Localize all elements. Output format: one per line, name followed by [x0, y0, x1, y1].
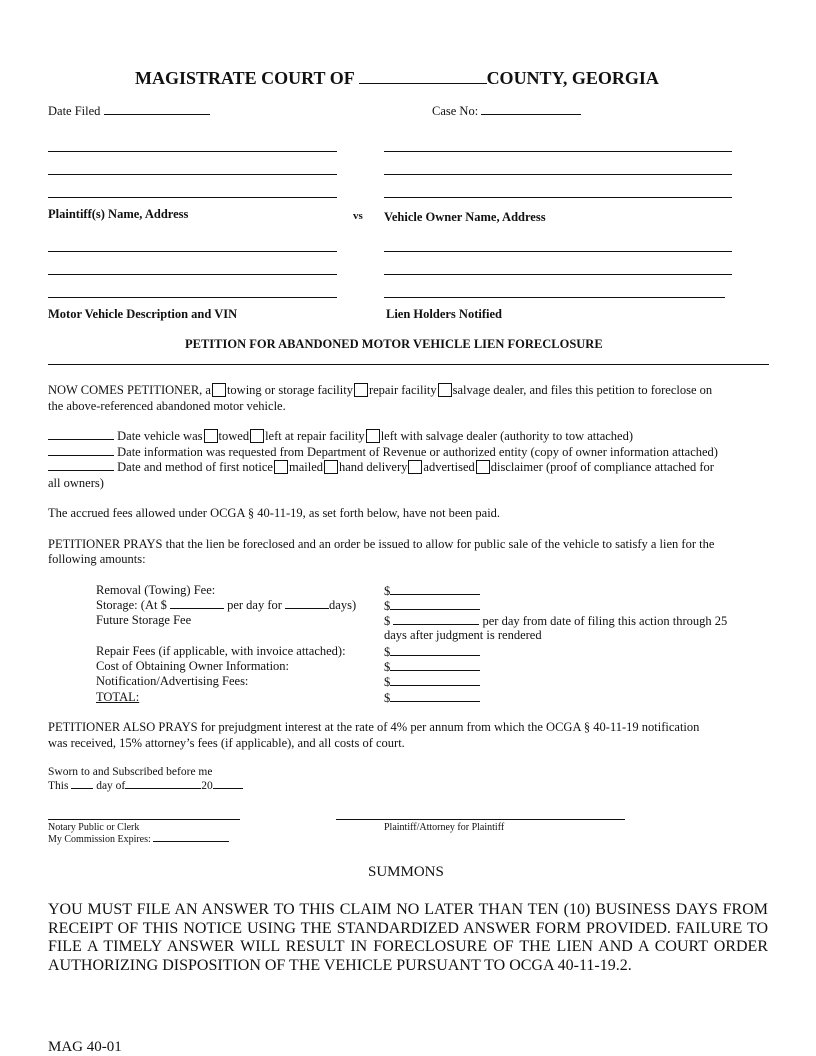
- future-label: Future Storage Fee: [96, 613, 192, 627]
- also-prays-line-2: was received, 15% attorney’s fees (if applicable), and all costs of court.: [48, 736, 405, 750]
- plaintiff-signature-label: Plaintiff/Attorney for Plaintiff: [384, 822, 505, 833]
- future-note-2: days after judgment is rendered: [384, 628, 542, 642]
- salvage-checkbox[interactable]: [438, 383, 452, 397]
- owner-info-field[interactable]: [390, 659, 480, 671]
- owner-line-2[interactable]: [384, 174, 732, 175]
- vehicle-label: Motor Vehicle Description and VIN: [48, 307, 238, 321]
- lien-line-2[interactable]: [384, 274, 732, 275]
- disclaimer-label: disclaimer (proof of compliance attached for: [490, 460, 714, 474]
- page-title: [135, 68, 659, 89]
- plaintiff-line-2[interactable]: [48, 174, 337, 175]
- owner-line-3[interactable]: [384, 197, 732, 198]
- total-label: TOTAL:: [96, 690, 140, 704]
- day-field[interactable]: [71, 788, 93, 789]
- disclaimer-checkbox[interactable]: [476, 460, 490, 474]
- notification-label: Notification/Advertising Fees:: [96, 674, 249, 688]
- plaintiff-label: Plaintiff(s) Name, Address: [48, 207, 189, 221]
- summons-title: SUMMONS: [368, 864, 444, 880]
- total-amount: [384, 690, 480, 706]
- future-note-1: per day from date of filing this action through 25: [482, 614, 728, 628]
- future-amount: [384, 613, 727, 629]
- date-towed-field[interactable]: [48, 439, 114, 440]
- year-field[interactable]: [213, 788, 243, 789]
- date-requested-field[interactable]: [48, 455, 114, 456]
- notary-label: Notary Public or Clerk: [48, 822, 140, 833]
- towing-label: towing or storage facility: [226, 383, 353, 397]
- date-requested-row: [48, 445, 718, 460]
- storage-label: [96, 598, 356, 613]
- row1-prefix: Date vehicle was: [117, 429, 203, 443]
- notary-signature-line[interactable]: [48, 819, 240, 820]
- row3-prefix: Date and method of first notice: [117, 460, 273, 474]
- date-notice-field[interactable]: [48, 470, 114, 471]
- repair-field[interactable]: [390, 644, 480, 656]
- divider: [48, 364, 769, 365]
- commission-row: [48, 834, 229, 845]
- repair-checkbox[interactable]: [354, 383, 368, 397]
- repair-fees-label: Repair Fees (if applicable, with invoice attached):: [96, 644, 346, 658]
- court-suffix: COUNTY, GEORGIA: [486, 68, 659, 88]
- date-towed-row: [48, 429, 633, 444]
- dollar-sign: $: [384, 599, 391, 613]
- commission-label: My Commission Expires:: [48, 834, 151, 845]
- sworn-line-1: Sworn to and Subscribed before me: [48, 766, 213, 778]
- plaintiff-signature-line[interactable]: [336, 819, 625, 820]
- this-label: This: [48, 780, 69, 792]
- removal-field[interactable]: [390, 583, 480, 595]
- summons-text: YOU MUST FILE AN ANSWER TO THIS CLAIM NO LATER THAN TEN (10) BUSINESS DAYS FROM RECEIPT OF THIS NOTICE USING THE STANDARDIZED ANSWER FORM PROVIDED. FAILURE TO FILE A TIMELY ANSWER WILL RESULT IN FORECLOSURE OF THE LIEN AND A COURT ORDER AUTHORIZING DISPOSITION OF THE VEHICLE PURSUANT TO OCGA 40-11-19.2.: [48, 901, 768, 974]
- row2-text: Date information was requested from Department of Revenue or authorized entity (copy of owner information attached): [117, 445, 718, 459]
- vehicle-line-3[interactable]: [48, 297, 337, 298]
- accrued-text: The accrued fees allowed under OCGA § 40-11-19, as set forth below, have not been paid.: [48, 506, 501, 520]
- left-salvage-label: left with salvage dealer (authority to tow attached): [380, 429, 634, 443]
- future-field[interactable]: [393, 613, 479, 625]
- storage-prefix: Storage: (At $: [96, 598, 167, 612]
- month-field[interactable]: [125, 788, 201, 789]
- plaintiff-line-1[interactable]: [48, 151, 337, 152]
- sworn-line-2: [48, 780, 243, 792]
- dollar-sign: $: [384, 691, 391, 705]
- day-of-label: day of: [96, 780, 126, 792]
- case-no: [432, 104, 581, 119]
- repair-amount: [384, 644, 480, 660]
- advertised-label: advertised: [423, 460, 475, 474]
- towing-checkbox[interactable]: [212, 383, 226, 397]
- dollar-sign: $: [384, 614, 391, 628]
- dollar-sign: $: [384, 584, 391, 598]
- notification-field[interactable]: [390, 674, 480, 686]
- form-number: MAG 40-01: [48, 1039, 122, 1055]
- owner-info-amount: [384, 659, 480, 675]
- storage-suffix: days): [329, 598, 357, 612]
- date-filed-field[interactable]: [104, 114, 210, 115]
- year-label: 20: [201, 780, 213, 792]
- storage-days-field[interactable]: [285, 608, 329, 609]
- salvage-label: salvage dealer, and files this petition to foreclose on: [452, 383, 713, 397]
- repair-label: repair facility: [368, 383, 437, 397]
- row3-line-2: all owners): [48, 476, 104, 490]
- mailed-checkbox[interactable]: [274, 460, 288, 474]
- dollar-sign: $: [384, 675, 391, 689]
- storage-rate-field[interactable]: [170, 608, 224, 609]
- removal-amount: [384, 583, 480, 599]
- prays-line-1: PETITIONER PRAYS that the lien be foreclosed and an order be issued to allow for public sale of the vehicle to satisfy a lien for the: [48, 537, 715, 551]
- advertised-checkbox[interactable]: [408, 460, 422, 474]
- lien-label: Lien Holders Notified: [386, 307, 502, 321]
- owner-line-1[interactable]: [384, 151, 732, 152]
- dollar-sign: $: [384, 660, 391, 674]
- court-prefix: MAGISTRATE COURT OF: [135, 68, 355, 88]
- date-filed-label: Date Filed: [48, 104, 101, 118]
- left-repair-checkbox[interactable]: [250, 429, 264, 443]
- petition-title: PETITION FOR ABANDONED MOTOR VEHICLE LIEN FORECLOSURE: [185, 337, 603, 351]
- intro-prefix: NOW COMES PETITIONER, a: [48, 383, 211, 397]
- towed-checkbox[interactable]: [204, 429, 218, 443]
- mailed-label: mailed: [288, 460, 323, 474]
- notification-amount: [384, 674, 480, 690]
- vehicle-line-2[interactable]: [48, 274, 337, 275]
- case-no-field[interactable]: [481, 114, 581, 115]
- plaintiff-line-3[interactable]: [48, 197, 337, 198]
- commission-field[interactable]: [153, 841, 229, 842]
- vehicle-line-1[interactable]: [48, 251, 337, 252]
- intro-line-2: the above-referenced abandoned motor vehicle.: [48, 399, 286, 413]
- prays-line-2: following amounts:: [48, 552, 146, 566]
- hand-delivery-label: hand delivery: [339, 460, 408, 474]
- lien-line-3[interactable]: [384, 297, 725, 298]
- total-field[interactable]: [390, 690, 480, 702]
- intro-line-1: [48, 383, 712, 398]
- hand-delivery-checkbox[interactable]: [324, 460, 338, 474]
- date-filed: [48, 104, 210, 119]
- removal-label: Removal (Towing) Fee:: [96, 583, 216, 597]
- left-salvage-checkbox[interactable]: [366, 429, 380, 443]
- county-field[interactable]: [359, 83, 487, 84]
- date-notice-row: [48, 460, 714, 475]
- lien-line-1[interactable]: [384, 251, 732, 252]
- owner-label: Vehicle Owner Name, Address: [384, 210, 546, 224]
- vs-label: vs: [353, 210, 363, 222]
- storage-mid: per day for: [227, 598, 282, 612]
- case-no-label: Case No:: [432, 104, 479, 118]
- dollar-sign: $: [384, 645, 391, 659]
- left-repair-label: left at repair facility: [265, 429, 365, 443]
- owner-info-label: Cost of Obtaining Owner Information:: [96, 659, 290, 673]
- also-prays-line-1: PETITIONER ALSO PRAYS for prejudgment interest at the rate of 4% per annum from which the OCGA § 40-11-19 notification: [48, 720, 700, 734]
- storage-field[interactable]: [390, 598, 480, 610]
- towed-label: towed: [218, 429, 250, 443]
- storage-amount: [384, 598, 480, 614]
